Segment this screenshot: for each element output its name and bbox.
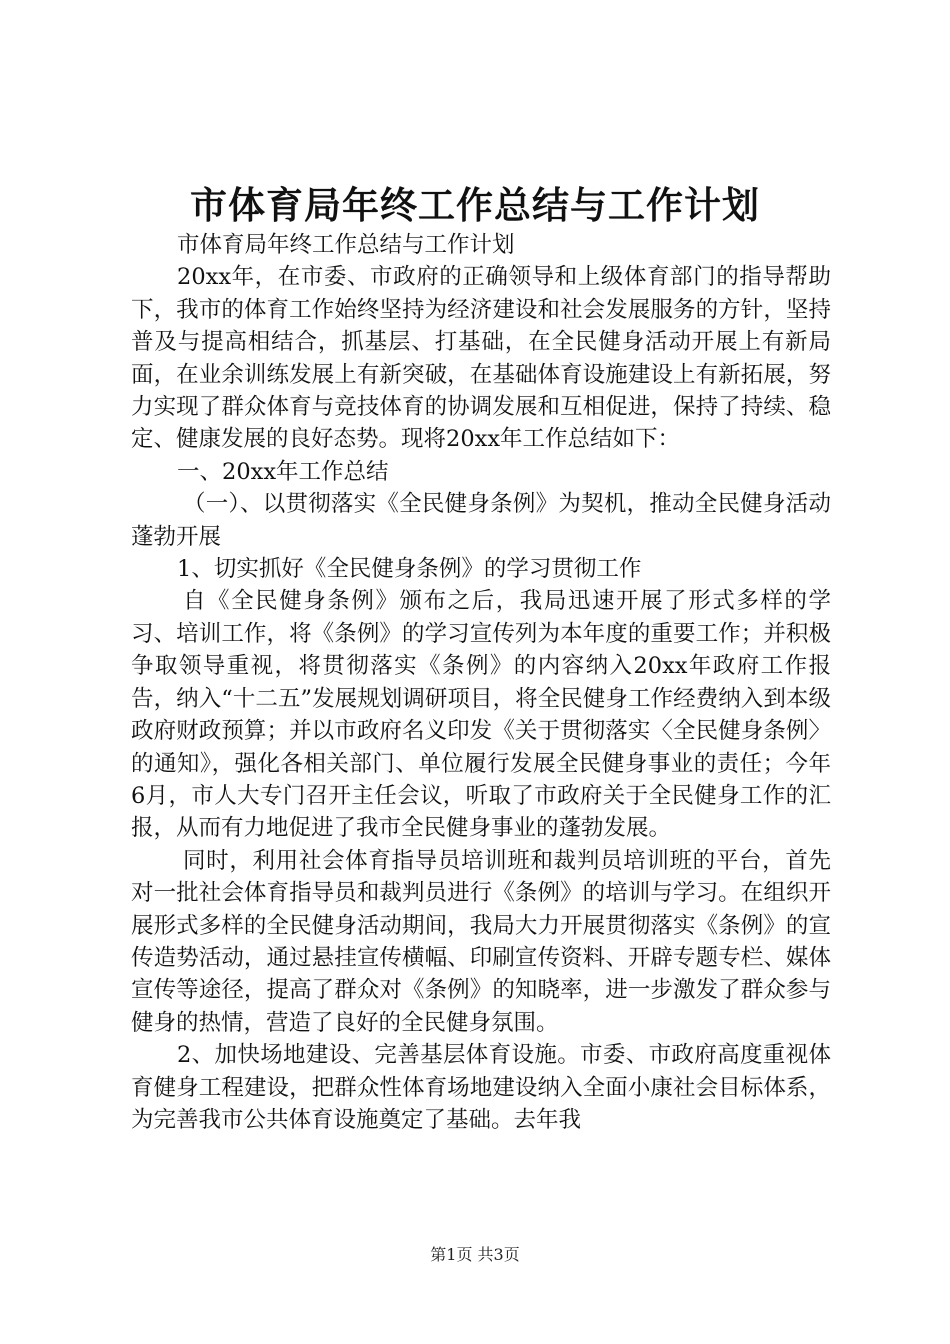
- paragraph-subtitle: 市体育局年终工作总结与工作计划: [177, 232, 515, 258]
- paragraph-intro: 20xx年，在市委、市政府的正确领导和上级体育部门的指导帮助下，我市的体育工作始终坚持为经济建设和社会发展服务的方针，坚持普及与提高相结合，抓基层、打基础，在全民健身活动开展上有新局面，在业余训练发展上有新突破，在基础体育设施建设上有新拓展，努力实现了群众体育与竞技体育的协调发展和互相促进，保持了持续、稳定、健康发展的良好态势。现将20xx年工作总结如下：: [131, 264, 831, 453]
- paragraph-training-promotion: 同时，利用社会体育指导员培训班和裁判员培训班的平台，首先对一批社会体育指导员和裁判员进行《条例》的培训与学习。在组织开展形式多样的全民健身活动期间，我局大力开展贯彻落实《条例》的宣传造势活动，通过悬挂宣传横幅、印刷宣传资料、开辟专题专栏、媒体宣传等途径，提高了群众对《条例》的知晓率，进一步激发了群众参与健身的热情，营造了良好的全民健身氛围。: [131, 847, 831, 1036]
- page-footer: 第1页 共3页: [430, 1245, 520, 1264]
- section-heading: 一、20xx年工作总结: [177, 458, 389, 485]
- paragraph-facility-construction: 2、加快场地建设、完善基层体育设施。市委、市政府高度重视体育健身工程建设，把群众性体育场地建设纳入全面小康社会目标体系，为完善我市公共体育设施奠定了基础。去年我: [131, 1042, 831, 1133]
- document-body: [131, 229, 831, 1136]
- subsection-heading: （一）、以贯彻落实《全民健身条例》为契机，推动全民健身活动蓬勃开展: [131, 491, 831, 550]
- document-title: 市体育局年终工作总结与工作计划: [190, 184, 760, 227]
- item-heading: 1、切实抓好《全民健身条例》的学习贯彻工作: [177, 556, 642, 583]
- paragraph-regulation-study: 自《全民健身条例》颁布之后，我局迅速开展了形式多样的学习、培训工作，将《条例》的学习宣传列为本年度的重要工作；并积极争取领导重视，将贯彻落实《条例》的内容纳入20xx年政府工作报告，纳入“十二五”发展规划调研项目，将全民健身工作经费纳入到本级政府财政预算；并以市政府名义印发《关于贯彻落实〈全民健身条例〉的通知》，强化各相关部门、单位履行发展全民健身事业的责任；今年6月，市人大专门召开主任会议，听取了市政府关于全民健身工作的汇报，从而有力地促进了我市全民健身事业的蓬勃发展。: [131, 588, 831, 842]
